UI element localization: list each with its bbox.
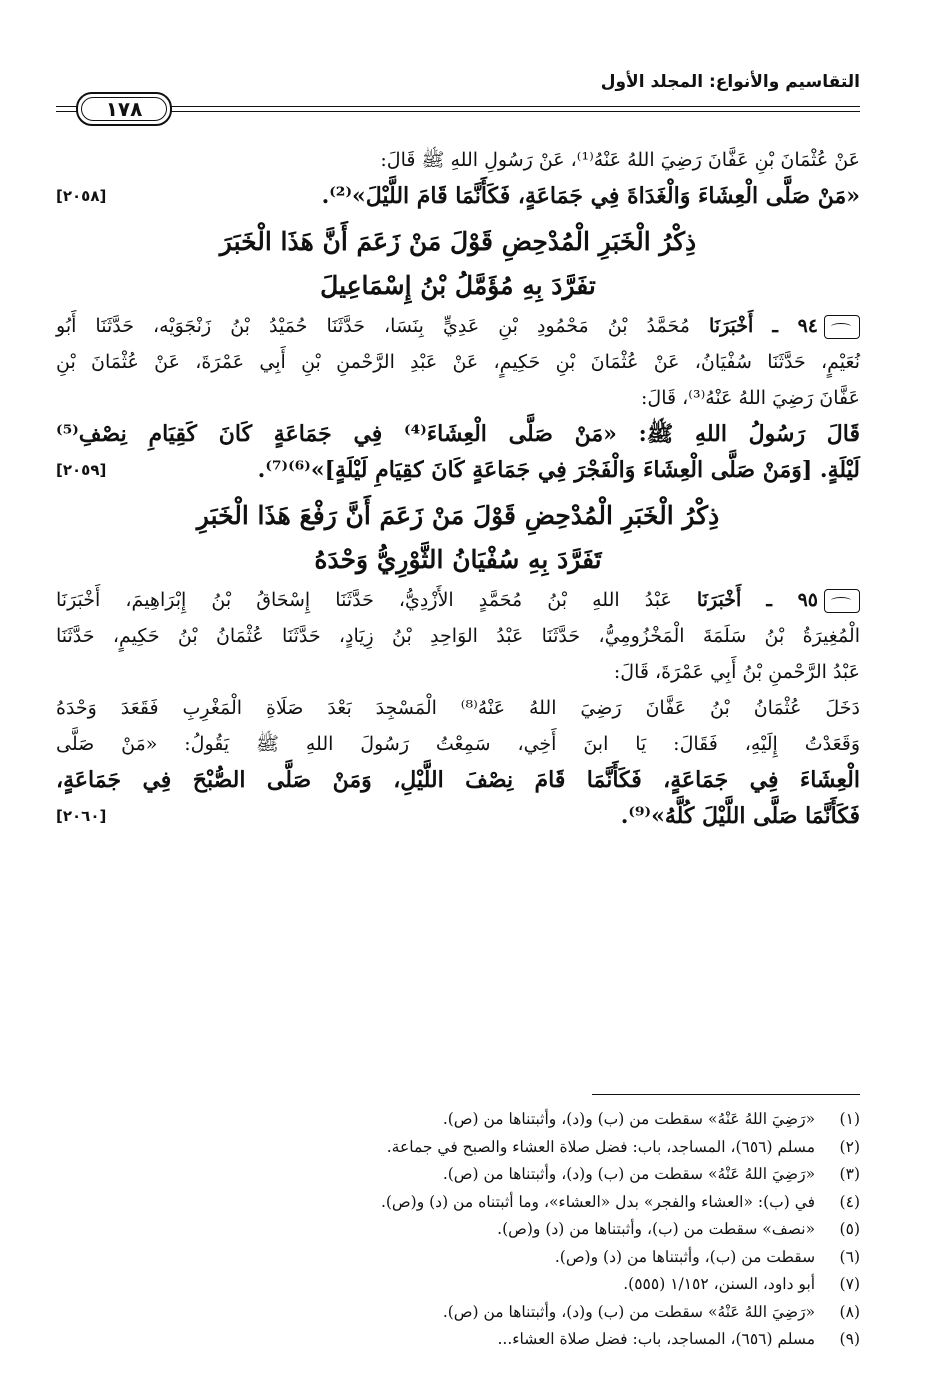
hadith-text: لَيْلَةٍ. [وَمَنْ صَلَّى الْعِشَاءَ وَالْفَجْرَ فِي جَمَاعَةٍ كَانَ كقِيَامِ لَيْلَةٍ]»⁽⁶⁾⁽⁷⁾. [257, 457, 860, 483]
isnad-line: نُعَيْمٍ، حَدَّثَنَا سُفْيَانُ، عَنْ عُثْمَانَ بْنِ حَكِيمٍ، عَنْ عَبْدِ الرَّحْمنِ بْنِ أَبِي عَمْرَةَ، عَنْ عُثْمَانَ بْنِ [56, 351, 860, 373]
hadith-ref-number: [٢٠٥٩] [56, 461, 107, 479]
page-header [56, 70, 860, 132]
footnote-number: (٦) [839, 1247, 860, 1266]
heading-line: ذِكْرُ الْخَبَرِ الْمُدْحِضِ قَوْلَ مَنْ زَعَمَ أَنَّ هَذَا الْخَبَرَ [219, 227, 697, 256]
hadith-isnad-line [56, 582, 860, 618]
running-title: التقاسيم والأنواع: المجلد الأول [600, 72, 860, 92]
chapter-heading [56, 220, 860, 308]
footnote-number: (٧) [839, 1275, 860, 1293]
hadith-ref-number: [٢٠٥٨] [56, 187, 107, 205]
hadith-marker-icon [824, 315, 860, 339]
footnote-number: (٤) [839, 1192, 860, 1211]
footnote-item [56, 1134, 860, 1162]
akhbarana-word: أَخْبَرَنَا [696, 589, 742, 611]
main-text [56, 142, 860, 834]
footnote-number: (٣) [839, 1165, 860, 1183]
isnad-line: عَفَّانَ رَضِيَ اللهُ عَنْهُ⁽³⁾، قَالَ: [641, 387, 860, 409]
footnote-number: (٥) [839, 1220, 860, 1238]
footnote-text: «رَضِيَ اللهُ عَنْهُ» سقطت من (ب) و(د)، وأثبتناها من (ص). [442, 1165, 816, 1183]
hadith-matn: قَالَ رَسُولُ اللهِ ﷺ: «مَنْ صَلَّى الْعِشَاءَ⁽⁴⁾ فِي جَمَاعَةٍ كَانَ كَقِيَامِ نِصْفِ⁽⁵⁾ [56, 421, 860, 447]
hadith-matn: الْعِشَاءَ فِي جَمَاعَةٍ، فَكَأَنَّمَا قَامَ نِصْفَ اللَّيْلِ، وَمَنْ صَلَّى الصُّبْحَ فِي جَمَاعَةٍ، [56, 767, 860, 793]
akhbarana-word: أَخْبَرَنَا [709, 315, 754, 337]
hadith-isnad-line [56, 308, 860, 344]
hadith-matn [56, 452, 860, 488]
page-number: ١٧٨ [76, 92, 172, 126]
footnote-number: (٢) [839, 1137, 860, 1156]
book-page [56, 70, 861, 1348]
footnote-item [56, 1244, 860, 1272]
footnote-item [56, 1189, 860, 1217]
hadith-number: ٩٤ ـ [772, 315, 818, 337]
footnote-text: في (ب): «العشاء والفجر» بدل «العشاء»، وما أثبتناه من (د) و(ص). [380, 1192, 816, 1211]
chapter-heading [56, 494, 860, 582]
footnote-text: مسلم (٦٥٦)، المساجد، باب: فضل صلاة العشاء والصبح في جماعة. [386, 1137, 816, 1156]
isnad-line: عَبْدُ الرَّحْمنِ بْنُ أَبِي عَمْرَةَ، قَالَ: [613, 661, 860, 683]
footnote-text: مسلم (٦٥٦)، المساجد، باب: فضل صلاة العشاء... [497, 1330, 816, 1348]
footnote-divider [592, 1094, 860, 1095]
hadith-number: ٩٥ ـ [766, 589, 819, 611]
isnad-text: مُحَمَّدُ بْنُ مَحْمُودِ بْنِ عَدِيٍّ بِنَسَا، حَدَّثَنَا حُمَيْدُ بْنُ زَنْجَوَيْه، حَدَّثَنَا أَبُو [56, 315, 690, 337]
header-rule [56, 106, 860, 112]
story-line: وَقَعَدْتُ إِلَيْهِ، فَقَالَ: يَا ابنَ أَخِي، سَمِعْتُ رَسُولَ اللهِ ﷺ يَقُولُ: «مَنْ صَلَّى [56, 733, 860, 755]
footnote-item [56, 1271, 860, 1299]
footnote-number: (١) [839, 1110, 860, 1128]
hadith-matn [56, 798, 860, 834]
footnote-text: «رَضِيَ اللهُ عَنْهُ» سقطت من (ب) و(د)، وأثبتناها من (ص). [442, 1110, 816, 1128]
footnote-text: أبو داود، السنن، ١/١٥٢ (٥٥٥). [623, 1275, 816, 1293]
hadith-ref-number: [٢٠٦٠] [56, 807, 107, 825]
story-line: دَخَلَ عُثْمَانُ بْنُ عَفَّانَ رَضِيَ اللهُ عَنْهُ⁽⁸⁾ الْمَسْجِدَ بَعْدَ صَلَاةِ الْمَغْرِبِ فَقَعَدَ وَحْدَهُ [56, 697, 861, 719]
footnote-item [56, 1106, 860, 1134]
hadith-text: فَكَأَنَّمَا صَلَّى اللَّيْلَ كُلَّهُ»⁽⁹⁾. [620, 803, 860, 829]
footnote-number: (٩) [839, 1330, 860, 1348]
isnad-line: الْمُغِيرَةُ بْنُ سَلَمَةَ الْمَخْزُومِيُّ، حَدَّثَنَا عَبْدُ الوَاحِدِ بْنُ زِيَادٍ، حَدَّثَنَا عُثْمَانُ بْنُ حَكِيمٍ، حَدَّثَنَا [56, 625, 860, 647]
footnote-item [56, 1299, 860, 1327]
footnote-number: (٨) [839, 1302, 860, 1321]
footnote-text: «رَضِيَ اللهُ عَنْهُ» سقطت من (ب) و(د)، وأثبتناها من (ص). [442, 1302, 816, 1321]
hadith-marker-icon [824, 589, 860, 613]
footnotes [56, 1106, 860, 1354]
hadith-text: «مَنْ صَلَّى الْعِشَاءَ وَالْغَدَاةَ فِي جَمَاعَةٍ، فَكَأَنَّمَا قَامَ اللَّيْلَ»⁽²⁾. [321, 183, 860, 209]
intro-line: عَنْ عُثْمَانَ بْنِ عَفَّانَ رَضِيَ اللهُ عَنْهُ⁽¹⁾، عَنْ رَسُولِ اللهِ ﷺ قَالَ: [380, 149, 860, 171]
footnote-text: «نصف» سقطت من (ب)، وأثبتناها من (د) و(ص). [497, 1220, 816, 1238]
heading-line: ذِكْرُ الْخَبَرِ الْمُدْحِضِ قَوْلَ مَنْ زَعَمَ أَنَّ رَفْعَ هَذَا الْخَبَرِ [196, 501, 720, 530]
isnad-text: عَبْدُ اللهِ بْنُ مُحَمَّدٍ الأَزْدِيُّ، حَدَّثَنَا إِسْحَاقُ بْنُ إِبْرَاهِيمَ، أَخْبَرَنَا [56, 589, 672, 611]
footnote-item [56, 1326, 860, 1354]
heading-line: تفَرَّدَ بِهِ مُؤَمَّلُ بْنُ إِسْمَاعِيلَ [320, 271, 596, 300]
heading-line: تَفَرَّدَ بِهِ سُفْيَانُ الثَّوْرِيُّ وَحْدَهُ [314, 545, 602, 574]
hadith-matn [56, 178, 860, 214]
footnote-item [56, 1216, 860, 1244]
footnote-item [56, 1161, 860, 1189]
footnote-text: سقطت من (ب)، وأثبتناها من (د) و(ص). [554, 1247, 816, 1266]
